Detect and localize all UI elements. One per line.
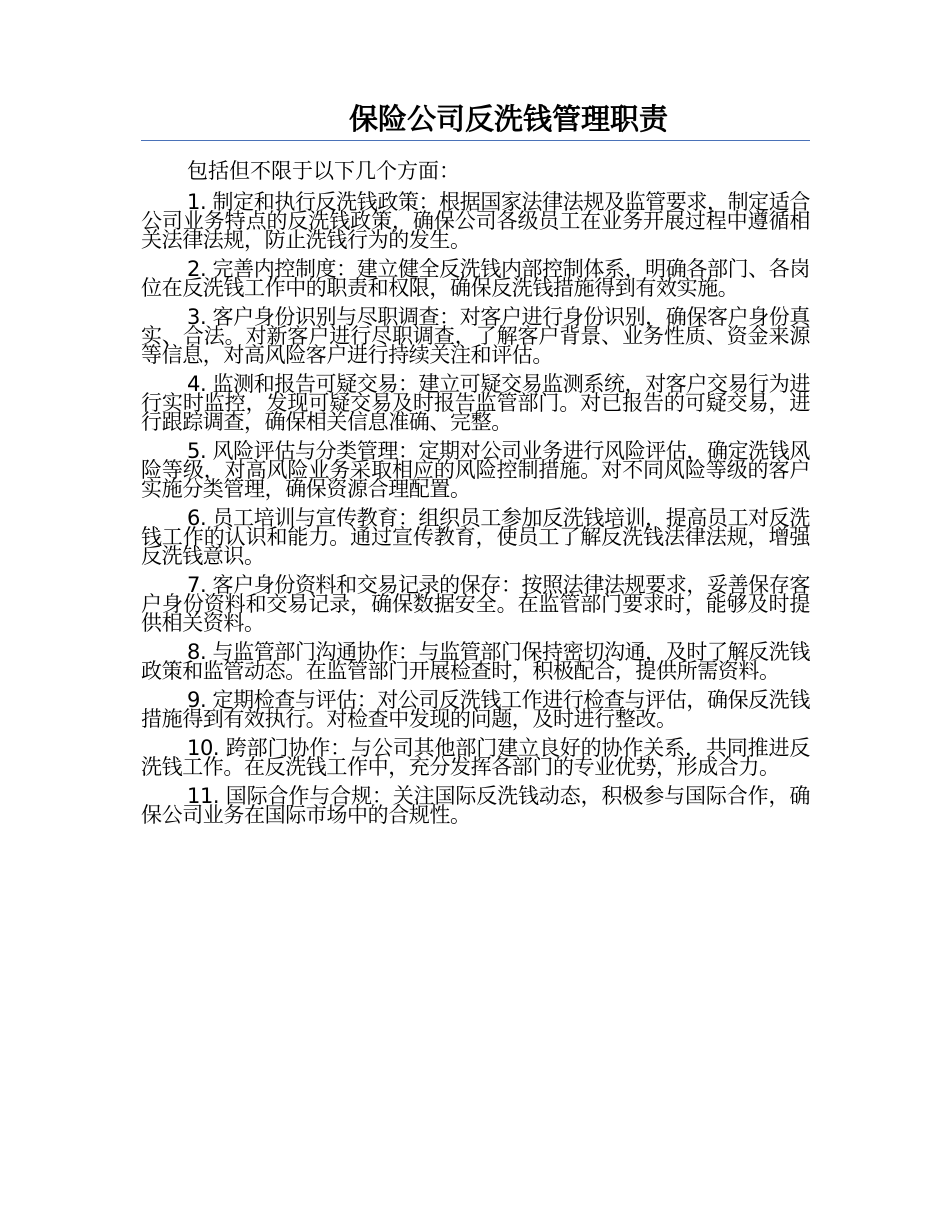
item-number: 5. [187, 439, 207, 463]
item-text: 制定和执行反洗钱政策：根据国家法律法规及监管要求，制定适合公司业务特点的反洗钱政策，确保公司各级员工在业务开展过程中遵循相关法律法规，防止洗钱行为的发生。 [141, 190, 810, 252]
list-item [141, 372, 810, 434]
item-text: 跨部门协作：与公司其他部门建立良好的协作关系，共同推进反洗钱工作。在反洗钱工作中，充分发挥各部门的专业优势，形成合力。 [141, 736, 810, 779]
intro-paragraph: 包括但不限于以下几个方面： [187, 159, 460, 183]
item-number: 8. [187, 640, 207, 664]
document-title: 保险公司反洗钱管理职责 [348, 102, 668, 136]
item-number: 3. [187, 305, 207, 329]
list-item [141, 439, 810, 501]
item-number: 2. [187, 257, 207, 281]
item-number: 10. [187, 736, 220, 760]
item-text: 员工培训与宣传教育：组织员工参加反洗钱培训，提高员工对反洗钱工作的认识和能力。通过宣传教育，使员工了解反洗钱法律法规，增强反洗钱意识。 [141, 506, 810, 568]
item-text: 定期检查与评估：对公司反洗钱工作进行检查与评估，确保反洗钱措施得到有效执行。对检查中发现的问题，及时进行整改。 [141, 688, 810, 731]
title-underline [141, 140, 810, 141]
list-item [141, 506, 810, 568]
list-item [141, 784, 810, 827]
item-number: 4. [187, 372, 207, 396]
document-page [141, 100, 810, 825]
item-number: 11. [187, 784, 220, 808]
list-item [141, 257, 810, 300]
item-text: 完善内控制度：建立健全反洗钱内部控制体系，明确各部门、各岗位在反洗钱工作中的职责和权限，确保反洗钱措施得到有效实施。 [141, 257, 810, 300]
item-number: 9. [187, 688, 207, 712]
item-text: 风险评估与分类管理：定期对公司业务进行风险评估，确定洗钱风险等级，对高风险业务采取相应的风险控制措施。对不同风险等级的客户实施分类管理，确保资源合理配置。 [141, 439, 810, 501]
list-item [141, 688, 810, 731]
list-item [141, 736, 810, 779]
list-item [141, 190, 810, 252]
item-number: 1. [187, 190, 207, 214]
list-item [141, 573, 810, 635]
item-text: 与监管部门沟通协作：与监管部门保持密切沟通，及时了解反洗钱政策和监管动态。在监管部门开展检查时，积极配合，提供所需资料。 [141, 640, 810, 683]
item-number: 7. [187, 573, 207, 597]
item-text: 国际合作与合规：关注国际反洗钱动态，积极参与国际合作，确保公司业务在国际市场中的合规性。 [141, 784, 810, 827]
item-number: 6. [187, 506, 207, 530]
item-text: 客户身份识别与尽职调查：对客户进行身份识别，确保客户身份真实、合法。对新客户进行尽职调查，了解客户背景、业务性质、资金来源等信息，对高风险客户进行持续关注和评估。 [141, 305, 810, 367]
item-text: 客户身份资料和交易记录的保存：按照法律法规要求，妥善保存客户身份资料和交易记录，确保数据安全。在监管部门要求时，能够及时提供相关资料。 [141, 573, 810, 635]
list-item [141, 305, 810, 367]
item-text: 监测和报告可疑交易：建立可疑交易监测系统，对客户交易行为进行实时监控，发现可疑交易及时报告监管部门。对已报告的可疑交易，进行跟踪调查，确保相关信息准确、完整。 [141, 372, 810, 434]
list-item [141, 640, 810, 683]
